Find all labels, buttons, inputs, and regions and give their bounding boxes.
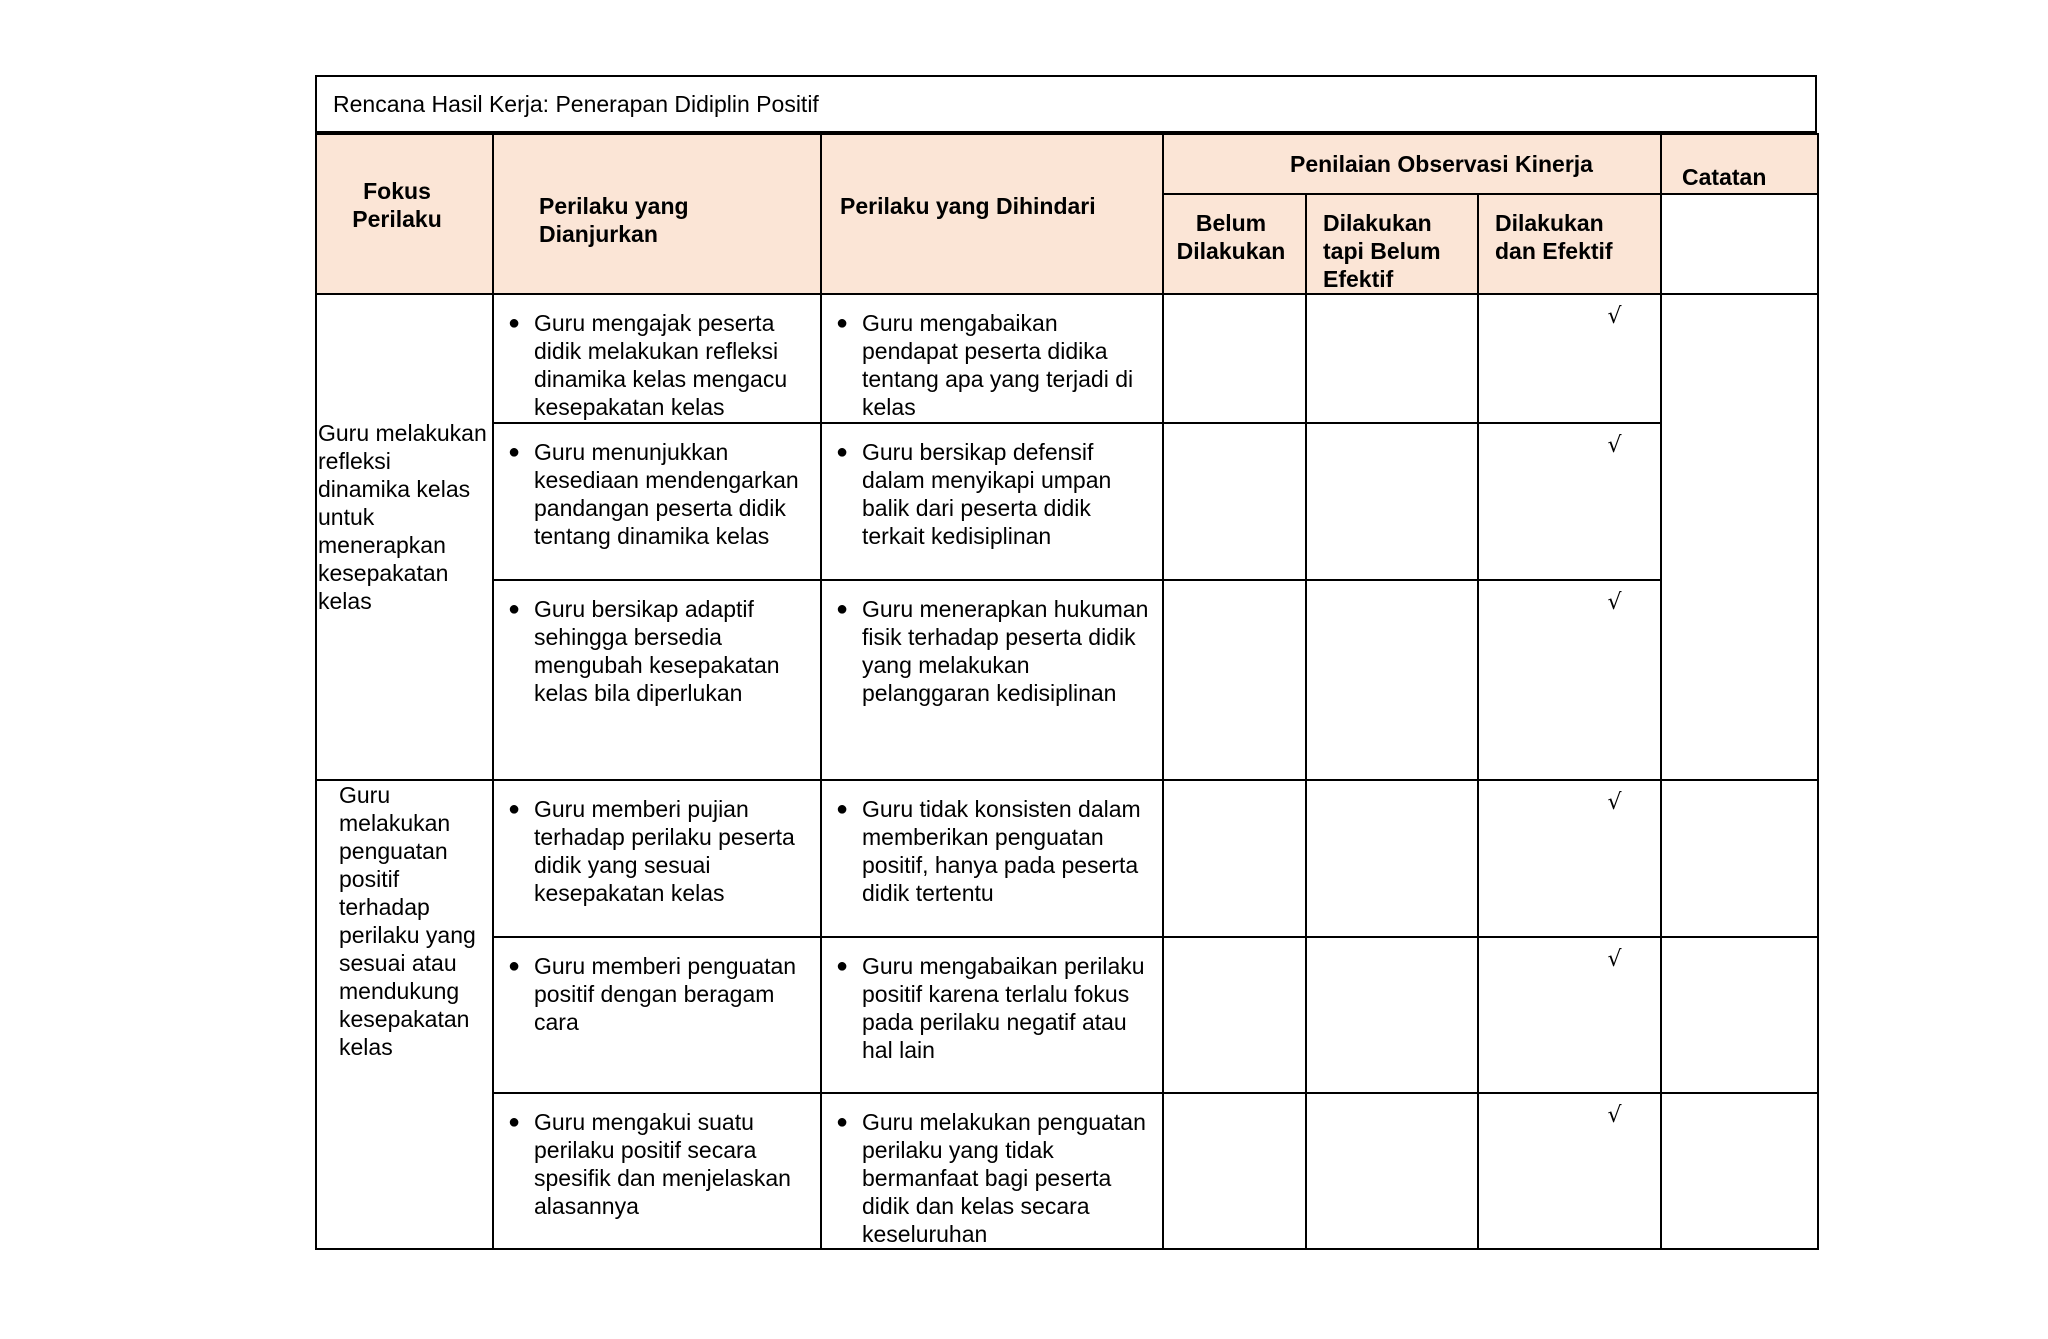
notes-cell	[1661, 780, 1818, 937]
table-row	[316, 937, 1818, 1093]
avoided-cell: ● Guru menerapkan hukuman fisik terhadap peserta didik yang melakukan pelanggaran kedisiplinan	[821, 580, 1163, 780]
table-row	[316, 780, 1818, 937]
notes-cell	[1661, 294, 1818, 780]
checkmark-icon: √	[1607, 790, 1622, 815]
recommended-cell: ● Guru memberi penguatan positif dengan beragam cara	[493, 937, 821, 1093]
checkmark-icon: √	[1607, 304, 1622, 329]
checkmark-icon: √	[1607, 590, 1622, 615]
header-notes: Catatan	[1661, 134, 1818, 194]
done-effective-cell	[1478, 580, 1661, 780]
done-effective-cell	[1478, 937, 1661, 1093]
header-observation: Penilaian Observasi Kinerja	[1163, 134, 1661, 194]
header-done-effective: Dilakukan dan Efektif	[1478, 194, 1661, 294]
recommended-cell: ● Guru menunjukkan kesediaan mendengarkan pandangan peserta didik tentang dinamika kelas	[493, 423, 821, 580]
done-not-effective-cell	[1306, 294, 1478, 423]
done-effective-cell	[1478, 1093, 1661, 1249]
table-row	[316, 423, 1818, 580]
avoided-cell: ● Guru bersikap defensif dalam menyikapi umpan balik dari peserta didik terkait kedisiplinan	[821, 423, 1163, 580]
done-effective-cell	[1478, 423, 1661, 580]
not-done-cell	[1163, 423, 1306, 580]
table-row	[316, 580, 1818, 780]
recommended-cell: ● Guru mengakui suatu perilaku positif secara spesifik dan menjelaskan alasannya	[493, 1093, 821, 1249]
done-effective-cell	[1478, 780, 1661, 937]
not-done-cell	[1163, 1093, 1306, 1249]
avoided-cell: ● Guru melakukan penguatan perilaku yang tidak bermanfaat bagi peserta didik dan kelas secara keseluruhan	[821, 1093, 1163, 1249]
work-plan-table	[315, 133, 1819, 1250]
not-done-cell	[1163, 937, 1306, 1093]
header-focus: Fokus Perilaku	[316, 134, 493, 294]
checkmark-icon: √	[1607, 433, 1622, 458]
checkmark-icon: √	[1607, 1103, 1622, 1128]
not-done-cell	[1163, 580, 1306, 780]
header-not-done: Belum Dilakukan	[1163, 194, 1306, 294]
done-not-effective-cell	[1306, 780, 1478, 937]
notes-cell	[1661, 937, 1818, 1093]
focus-cell: Guru melakukan refleksi dinamika kelas untuk menerapkan kesepakatan kelas	[316, 294, 493, 780]
done-not-effective-cell	[1306, 423, 1478, 580]
done-not-effective-cell	[1306, 1093, 1478, 1249]
table-row	[316, 1093, 1818, 1249]
header-recommended: Perilaku yang Dianjurkan	[493, 134, 821, 294]
header-done-not-effective: Dilakukan tapi Belum Efektif	[1306, 194, 1478, 294]
not-done-cell	[1163, 780, 1306, 937]
recommended-cell: ● Guru bersikap adaptif sehingga bersedia mengubah kesepakatan kelas bila diperlukan	[493, 580, 821, 780]
notes-cell	[1661, 1093, 1818, 1249]
checkmark-icon: √	[1607, 947, 1622, 972]
focus-cell: Guru melakukan penguatan positif terhadap perilaku yang sesuai atau mendukung kesepakatan kelas	[316, 780, 493, 1249]
recommended-cell: ● Guru memberi pujian terhadap perilaku peserta didik yang sesuai kesepakatan kelas	[493, 780, 821, 937]
document-title: Rencana Hasil Kerja: Penerapan Didiplin Positif	[315, 75, 1817, 133]
header-avoided: Perilaku yang Dihindari	[821, 134, 1163, 294]
done-effective-cell	[1478, 294, 1661, 423]
done-not-effective-cell	[1306, 580, 1478, 780]
notes-blank-header-cell	[1661, 194, 1818, 294]
not-done-cell	[1163, 294, 1306, 423]
avoided-cell: ● Guru tidak konsisten dalam memberikan penguatan positif, hanya pada peserta didik tertentu	[821, 780, 1163, 937]
done-not-effective-cell	[1306, 937, 1478, 1093]
recommended-cell: ● Guru mengajak peserta didik melakukan refleksi dinamika kelas mengacu kesepakatan kelas	[493, 294, 821, 423]
avoided-cell: ● Guru mengabaikan perilaku positif karena terlalu fokus pada perilaku negatif atau hal lain	[821, 937, 1163, 1093]
table-row	[316, 294, 1818, 423]
document-page	[315, 75, 1817, 1247]
avoided-cell: ● Guru mengabaikan pendapat peserta didika tentang apa yang terjadi di kelas	[821, 294, 1163, 423]
